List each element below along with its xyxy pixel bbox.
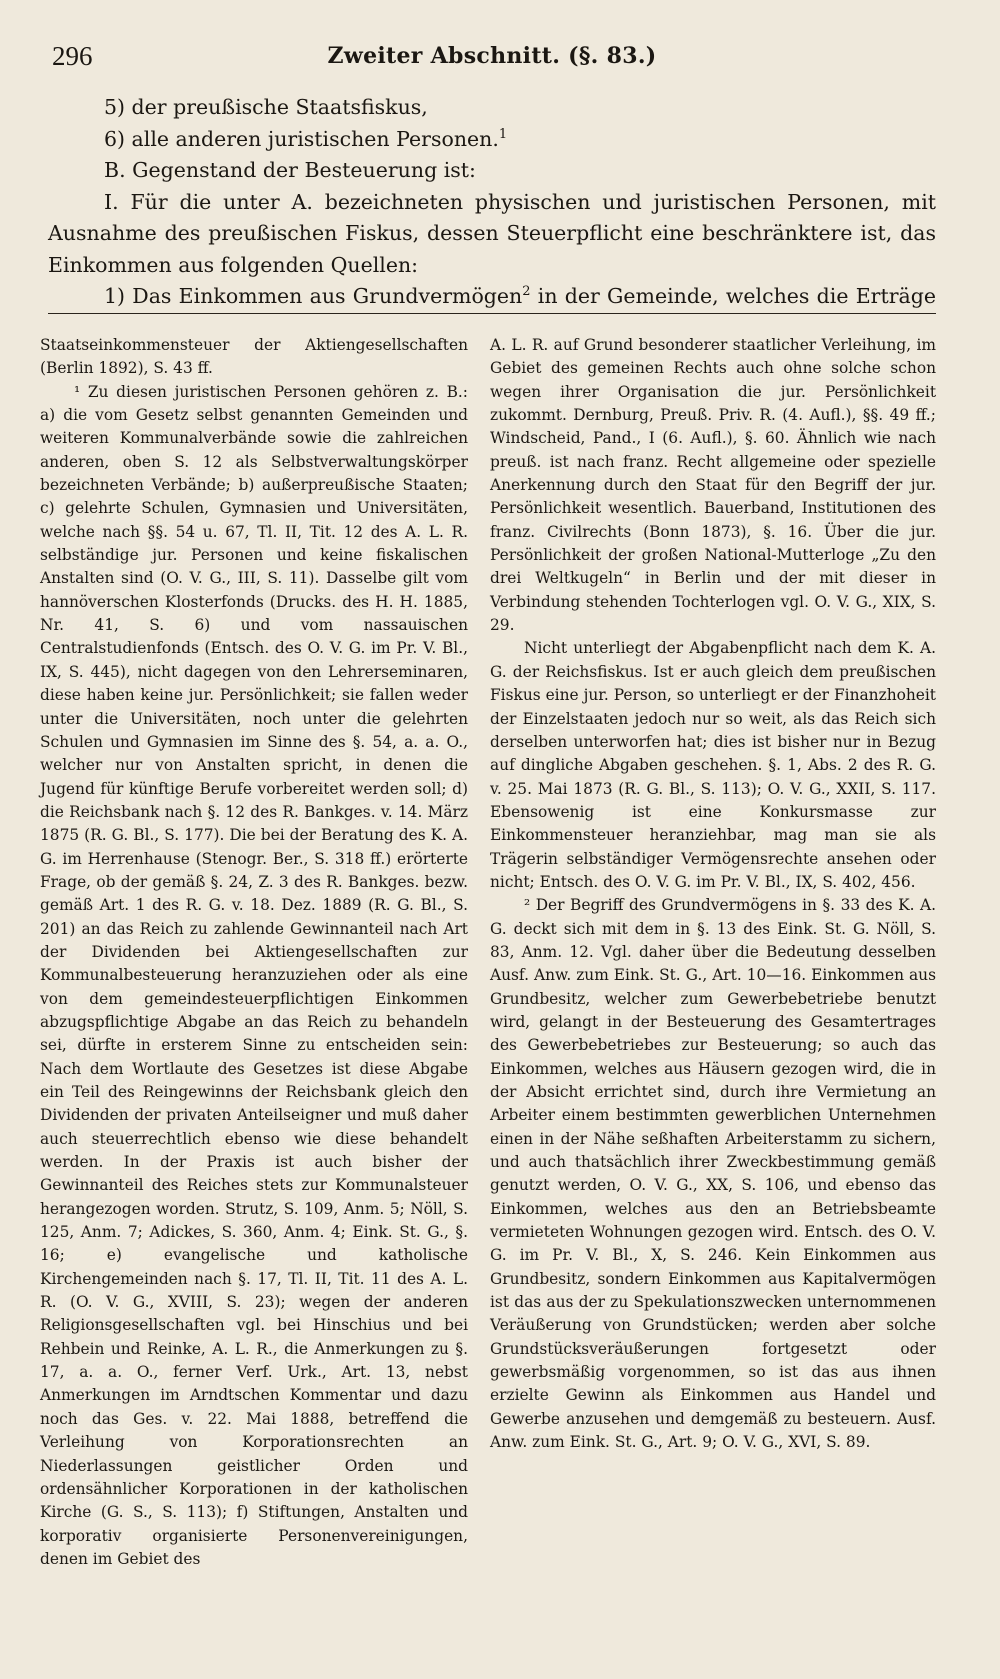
paragraph-I: I. Für die unter A. bezeichneten physischen und juristischen Personen, mit Ausnahme des preußischen Fiskus, dessen Steuerpflicht eine beschränktere ist, das Einkommen aus folgenden Quellen: (48, 189, 936, 277)
paragraph-1: 1) Das Einkommen aus Grundvermögen$^2$ in der Gemeinde, welches die Erträge (104, 284, 936, 308)
page-header (52, 36, 932, 76)
footnote-1: ¹ Zu diesen juristischen Personen gehören z. B.: a) die vom Gesetz selbst genannten Gemeinden und weiteren Kommunalverbände sowie die zahlreichen anderen, oben S. 12 als Selbstverwaltungskörper bezeichneten Verbände; b) außerpreußische Staaten; c) gelehrte Schulen, Gymnasien und Universitäten, welche nach §§. 54 u. 67, Tl. II, Tit. 12 des A. L. R. selbständige jur. Personen und keine fiskalischen Anstalten sind (O. V. G., III, S. 11). Dasselbe gilt vom hannöverschen Klosterfonds (Drucks. des H. H. 1885, Nr. 41, S. 6) und vom nassauischen Centralstudienfonds (Entsch. des O. V. G. im Pr. V. Bl., IX, S. 445), nicht dagegen von den Lehrerseminaren, diese haben keine jur. Persönlichkeit; sie fallen weder unter die Universitäten, noch unter die gelehrten Schulen und Gymnasien im Sinne des §. 54, a. a. O., welcher nur von Anstalten spricht, in denen die Jugend für künftige Berufe vorbereitet werden soll; d) die Reichsbank nach §. 12 des R. Bankges. v. 14. März 1875 (R. G. Bl., S. 177). Die bei der Beratung des K. A. G. im Herrenhause (Stenogr. Ber., S. 318 ff.) erörterte Frage, ob der gemäß §. 24, Z. 3 des R. Bankges. bezw. gemäß Art. 1 des R. G. v. 18. Dez. 1889 (R. G. Bl., S. 201) an das Reich zu zahlende Gewinnanteil nach Art der Dividenden bei Aktiengesellschaften zur Kommunalbesteuerung heranzuziehen oder als eine von dem gemeindesteuerpflichtigen Einkommen abzugspflichtige Abgabe an das Reich zu behandeln sei, dürfte in ersterem Sinne zu entscheiden sein: Nach dem Wortlaute des Gesetzes ist diese Abgabe ein Teil des Reingewinns der Reichsbank gleich den Dividenden der privaten Anteilseigner und muß daher auch steuerrechtlich ebenso wie diese behandelt werden. In der Praxis ist auch bisher der Gewinnanteil des Reiches stets zur Kommunalsteuer herangezogen worden. Strutz, S. 109, Anm. 5; Nöll, S. 125, Anm. 7; Adickes, S. 360, Anm. 4; Eink. St. G., §. 16; e) evangelische und katholische Kirchengemeinden nach §. 17, Tl. II, Tit. 11 des A. L. R. (O. V. G., XVIII, S. 23); wegen der anderen Religionsgesellschaften vgl. bei Hinschius und bei Rehbein und Reinke, A. L. R., die Anmerkungen zu §. 17, a. a. O., ferner Verf. Urk., Art. 13, nebst Anmerkungen im Arndtschen Kommentar und dazu noch das Ges. v. 22. Mai 1888, betreffend die Verleihung von Korporationsrechten an Niederlassungen geistlicher Orden und ordensähnlicher Korporationen in der katholischen Kirche (G. S., S. 113); f) Stiftungen, Anstalten und korporativ organisierte Personenvereinigungen, denen im Gebiet des (40, 382, 468, 1568)
footnote-1-continuation: A. L. R. auf Grund besonderer staatlicher Verleihung, im Gebiet des gemeinen Rechts auch ohne solche schon wegen ihrer Organisation die jur. Persönlichkeit zukommt. Dernburg, Preuß. Priv. R. (4. Aufl.), §§. 49 ff.; Windscheid, Pand., I (6. Aufl.), §. 60. Ähnlich wie nach preuß. ist nach franz. Recht allgemeine oder spezielle Anerkennung durch den Staat für den Begriff der jur. Persönlichkeit wesentlich. Bauerband, Institutionen des franz. Civilrechts (Bonn 1873), §. 16. Über die jur. Persönlichkeit der großen National-Mutterloge „Zu den drei Weltkugeln“ in Berlin und der mit dieser in Verbindung stehenden Tochterlogen vgl. O. V. G., XIX, S. 29. (490, 336, 936, 635)
footnote-continuation: Staatseinkommensteuer der Aktiengesellschaften (Berlin 1892), S. 43 ff. (40, 336, 468, 378)
footnote-column-right (490, 334, 936, 1455)
section-b-heading: B. Gegenstand der Besteuerung ist: (104, 158, 476, 182)
footnote-2: ² Der Begriff des Grundvermögens in §. 33 des K. A. G. deckt sich mit dem in §. 13 des Eink. St. G. Nöll, S. 83, Anm. 12. Vgl. daher über die Bedeutung desselben Ausf. Anw. zum Eink. St. G., Art. 10—16. Einkommen aus Grundbesitz, welcher zum Gewerbebetriebe benutzt wird, gelangt in der Besteuerung des Gesamtertrages des Gewerbebetriebes zur Besteuerung; so auch das Einkommen, welches aus Häusern gezogen wird, die in der Absicht errichtet sind, durch ihre Vermietung an Arbeiter einem bestimmten gewerblichen Unternehmen einen in der Nähe seßhaften Arbeiterstamm zu sichern, und auch thatsächlich ihrer Zweckbestimmung gemäß genutzt werden, O. V. G., XX, S. 106, und ebenso das Einkommen, welches aus den an Betriebsbeamte vermieteten Wohnungen gezogen wird. Entsch. des O. V. G. im Pr. V. Bl., X, S. 246. Kein Einkommen aus Grundbesitz, sondern Einkommen aus Kapitalvermögen ist das aus der zu Spekulationszwecken unternommenen Veräußerung von Grundstücken; werden aber solche Grundstücksveräußerungen fortgesetzt oder gewerbsmäßig vorgenommen, so ist das aus ihnen erzielte Gewinn als Einkommen aus Handel und Gewerbe anzusehen und demgemäß zu besteuern. Ausf. Anw. zum Eink. St. G., Art. 9; O. V. G., XVI, S. 89. (490, 896, 936, 1452)
footnote-divider (48, 313, 936, 314)
list-item-6: 6) alle anderen juristischen Personen.$^1$ (104, 126, 508, 151)
footnote-column-left (40, 334, 468, 1571)
list-item-5: 5) der preußische Staatsfiskus, (104, 95, 428, 119)
running-title: Zweiter Abschnitt. (§. 83.) (327, 43, 657, 69)
main-text (48, 92, 936, 313)
footnote-ref-1: 1 (498, 126, 508, 142)
footnote-1-reichsfiskus: Nicht unterliegt der Abgabenpflicht nach dem K. A. G. der Reichsfiskus. Ist er auch gleich dem preußischen Fiskus eine jur. Person, so unterliegt er der Finanzhoheit der Einzelstaaten jedoch nur so weit, als das Reich sich derselben unterworfen hat; dies ist bisher nur in Bezug auf dingliche Abgaben geschehen. §. 1, Abs. 2 des R. G. v. 25. Mai 1873 (R. G. Bl., S. 113); O. V. G., XXII, S. 117. Ebensowenig ist eine Konkursmasse zur Einkommensteuer heranziehbar, mag man sie als Trägerin selbständiger Vermögensrechte ansehen oder nicht; Entsch. des O. V. G. im Pr. V. Bl., IX, S. 402, 456. (490, 639, 936, 891)
footnote-ref-2: 2 (522, 284, 531, 300)
page-number: 296 (52, 40, 93, 71)
